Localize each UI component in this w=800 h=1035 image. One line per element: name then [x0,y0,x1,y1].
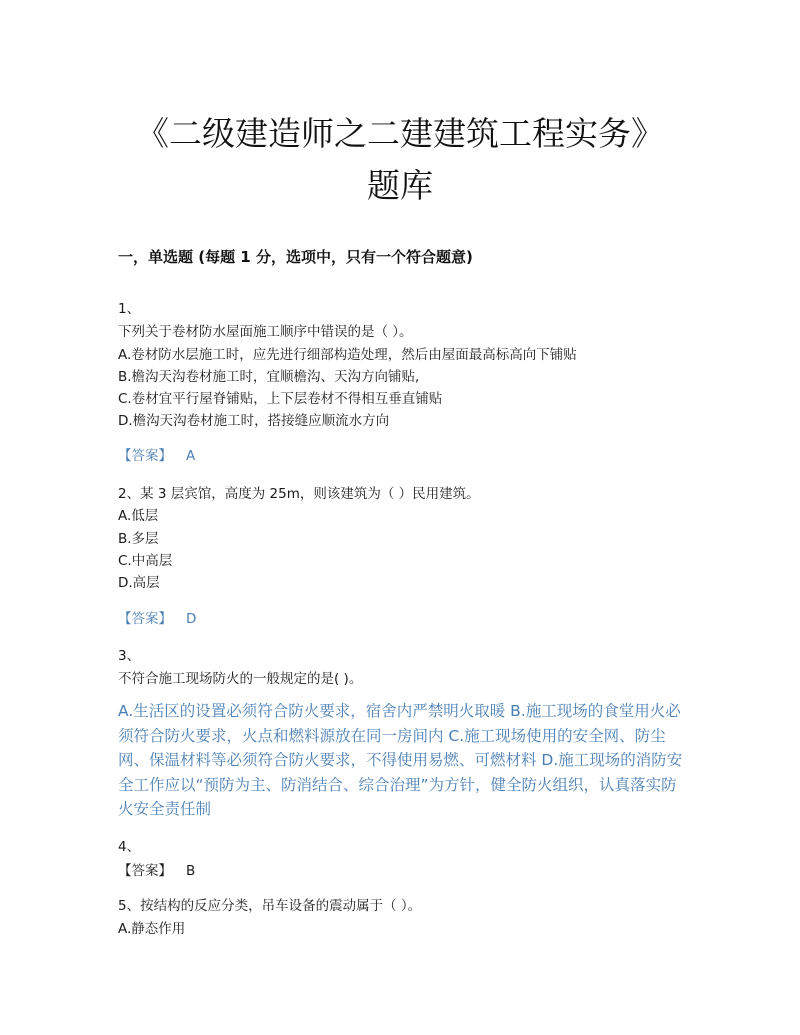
q1-stem: 下列关于卷材防水屋面施工顺序中错误的是（ ）。 [118,324,413,340]
q4-number: 4、 [118,839,141,855]
q2-option-c: C.中高层 [118,553,173,569]
answer-value: A [186,448,196,464]
q2-option-d: D.高层 [118,575,160,591]
q2-option-a: A.低层 [118,508,159,524]
answer-value: D [186,611,197,627]
q3-stem: 不符合施工现场防火的一般规定的是( )。 [118,671,363,687]
q2-stem: 2、某 3 层宾馆，高度为 25m，则该建筑为（ ）民用建筑。 [118,486,480,502]
doc-title-line1: 《二级建造师之二建建筑工程实务》 [136,114,664,153]
answer-tag: 【答案】 [118,611,172,627]
q2-option-b: B.多层 [118,531,159,547]
answer-value: B [186,863,196,879]
q1-answer [118,444,195,464]
q1-option-d: D.檐沟天沟卷材施工时，搭接缝应顺流水方向 [118,413,390,429]
q5-option-a: A.静态作用 [118,921,186,937]
q1-option-c: C.卷材宜平行屋脊铺贴，上下层卷材不得相互垂直铺贴 [118,391,443,407]
answer-tag: 【答案】 [118,863,172,879]
q1-number: 1、 [118,301,141,317]
doc-title-line2: 题库 [367,166,433,205]
q3-number: 3、 [118,648,141,664]
q3-options-paragraph: A.生活区的设置必须符合防火要求，宿舍内严禁明火取暖 B.施工现场的食堂用火必须符合防火要求，火点和燃料源放在同一房间内 C.施工现场使用的安全网、防尘网、保温材料等必须符合防火要求，不得使用易燃、可燃材料 D.施工现场的消防安全工作应以“预防为主、防消结合、综合治理”为方针，健全防火组织，认真落实防火安全责任制 [118,702,683,818]
section-heading: 一，单选题 (每题 1 分，选项中，只有一个符合题意) [118,248,473,266]
q2-answer [118,607,196,627]
q1-option-a: A.卷材防水层施工时，应先进行细部构造处理，然后由屋面最高标高向下铺贴 [118,347,577,363]
q4-answer [118,859,195,879]
q1-option-b: B.檐沟天沟卷材施工时，宜顺檐沟、天沟方向铺贴, [118,369,420,385]
answer-tag: 【答案】 [118,448,172,464]
q5-stem: 5、按结构的反应分类，吊车设备的震动属于（ ）。 [118,898,422,914]
